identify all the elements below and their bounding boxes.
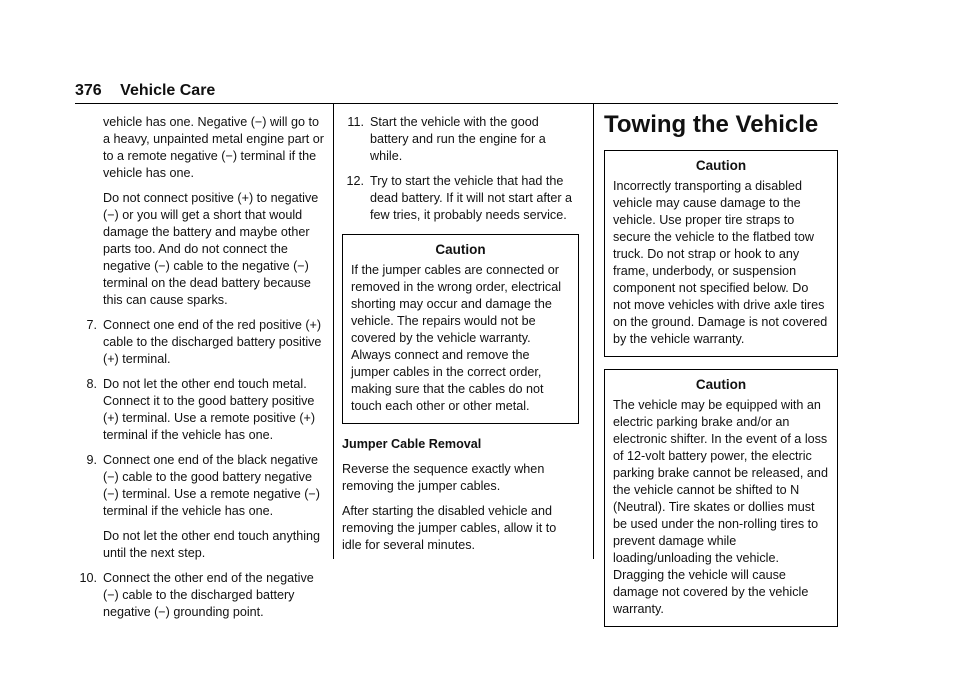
step-item: [75, 570, 325, 621]
column-1: [75, 114, 325, 629]
paragraph: Reverse the sequence exactly when removing the jumper cables.: [342, 462, 545, 493]
caution-text: The vehicle may be equipped with an electric parking brake and/or an electronic shifter. In the event of a loss of 12-volt battery power, the electric parking brake cannot be released, and the vehicle cannot be shifted to N (Neutral). Tire skates or dollies must be used under the non-rolling tires to prevent damage while loading/unloading the vehicle. Dragging the vehicle will cause damage not covered by the vehicle warranty.: [613, 398, 828, 616]
step-text: Connect one end of the red positive (+) cable to the discharged battery positive (+) terminal.: [103, 318, 322, 366]
continued-paragraph: vehicle has one. Negative (−) will go to a heavy, unpainted metal engine part or to a remote negative (−) terminal if the vehicle has one.: [103, 115, 325, 180]
step-text: Connect the other end of the negative (−) cable to the discharged battery negative (−) grounding point.: [103, 571, 314, 619]
step-number: 9.: [86, 453, 97, 467]
step-number: 8.: [86, 377, 97, 391]
step-item: [75, 376, 325, 444]
column-3: [604, 111, 838, 639]
continued-paragraph: Do not connect positive (+) to negative (−) or you will get a short that would damage the battery and maybe other parts too. And do not connect the negative (−) cable to the negative (−) terminal on the dead battery because this can cause sparks.: [103, 191, 319, 307]
column-divider-2: [593, 104, 594, 559]
step-item: [75, 452, 325, 562]
step-text: Try to start the vehicle that had the dead battery. If it will not start after a few tries, it probably needs service.: [370, 174, 573, 222]
step-item: [342, 173, 579, 224]
step-text: Do not let the other end touch metal. Connect it to the good battery positive (+) terminal. Use a remote positive (+) terminal if the vehicle has one.: [103, 377, 316, 442]
step-number: 12.: [346, 174, 364, 188]
subheading: Jumper Cable Removal: [342, 437, 482, 451]
caution-title: Caution: [695, 158, 747, 173]
header-rule: [75, 103, 838, 104]
paragraph: After starting the disabled vehicle and removing the jumper cables, allow it to idle for several minutes.: [342, 504, 557, 552]
step-item: [75, 317, 325, 368]
page-header: [75, 82, 215, 100]
caution-box: [342, 234, 579, 424]
step-text: Connect one end of the black negative (−) cable to the good battery negative (−) terminal. Use a remote negative (−) terminal if the vehicle has one.: [103, 453, 320, 518]
caution-text: Incorrectly transporting a disabled vehicle may cause damage to the vehicle. Use proper tire straps to secure the vehicle to the flatbed tow truck. Do not strap or hook to any frame, underbody, or suspension component not specified below. Do not move vehicles with drive axle tires on the ground. Damage is not covered by the vehicle warranty.: [613, 179, 828, 346]
column-divider-1: [333, 104, 334, 559]
caution-box: [604, 150, 838, 357]
step-text: Start the vehicle with the good battery and run the engine for a while.: [370, 115, 546, 163]
step-text: Do not let the other end touch anything until the next step.: [103, 529, 321, 560]
step-number: 10.: [79, 571, 97, 585]
caution-title: Caution: [435, 242, 486, 257]
step-number: 11.: [347, 115, 364, 129]
section-title-header: Vehicle Care: [120, 82, 216, 99]
page-number: 376: [75, 82, 102, 99]
caution-text: If the jumper cables are connected or removed in the wrong order, electrical shorting may occur and damage the vehicle. The repairs would not be covered by the vehicle warranty. Always connect and remove the jumper cables in the correct order, making sure that the cables do not touch each other or other metal.: [351, 263, 561, 413]
step-item: [342, 114, 579, 165]
caution-box: [604, 369, 838, 627]
step-number: 7.: [86, 318, 97, 332]
column-2: [342, 114, 579, 562]
section-heading: Towing the Vehicle: [604, 111, 819, 138]
caution-title: Caution: [695, 377, 747, 392]
